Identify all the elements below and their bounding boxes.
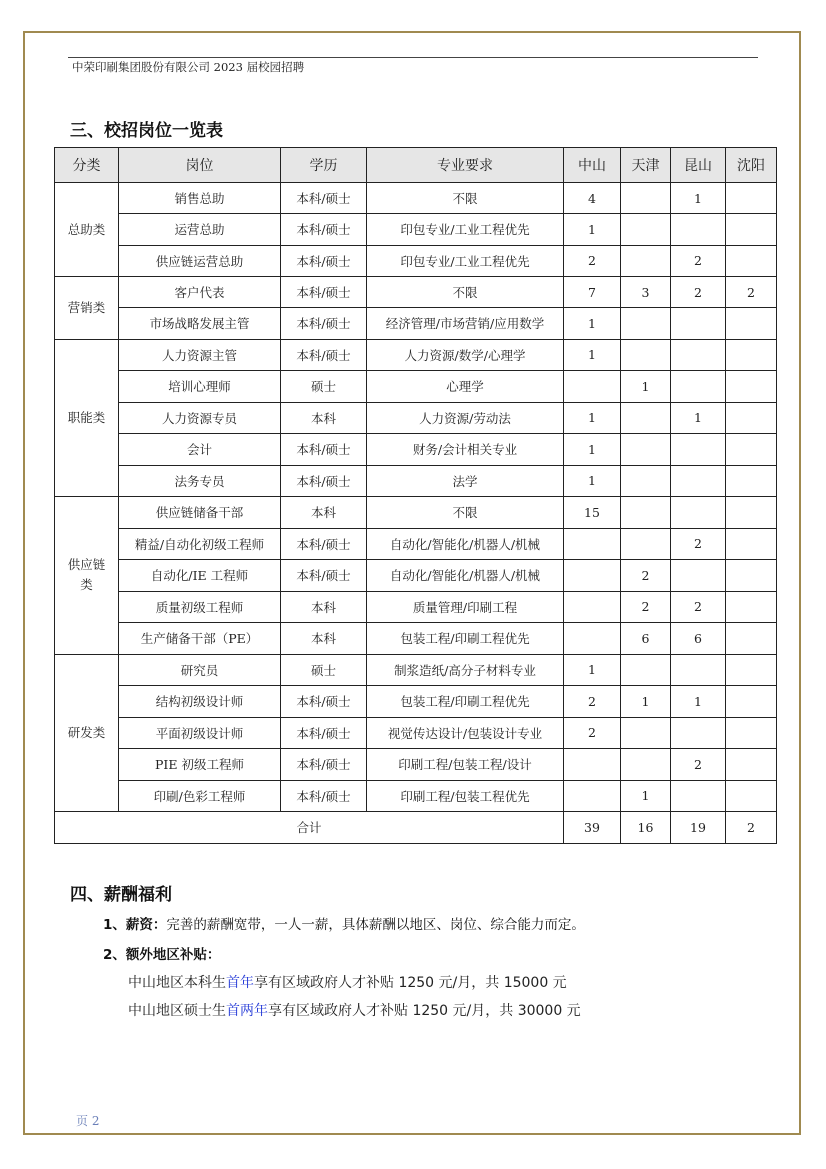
total-row	[55, 812, 777, 844]
major-cell: 印包专业/工业工程优先	[367, 214, 564, 246]
tianjin-cell	[621, 654, 671, 686]
salary-line	[103, 913, 585, 933]
subsidy-bachelor-highlight: 首年	[226, 975, 254, 991]
shenyang-cell	[726, 245, 777, 277]
kunshan-cell	[671, 339, 726, 371]
post-cell: 人力资源专员	[119, 402, 281, 434]
tianjin-cell	[621, 528, 671, 560]
post-cell: 生产储备干部（PE）	[119, 623, 281, 655]
post-cell: 市场战略发展主管	[119, 308, 281, 340]
education-cell: 本科	[281, 591, 367, 623]
subsidy-line-bachelor	[128, 972, 567, 992]
table-row	[55, 686, 777, 718]
col-header-zhongshan: 中山	[564, 148, 621, 183]
subsidy-master-pre: 中山地区硕士生	[128, 1003, 226, 1019]
table-row	[55, 591, 777, 623]
major-cell: 制浆造纸/高分子材料专业	[367, 654, 564, 686]
subsidy-master-post: 享有区域政府人才补贴 1250 元/月，共 30000 元	[268, 1003, 581, 1019]
shenyang-cell	[726, 465, 777, 497]
education-cell: 本科/硕士	[281, 717, 367, 749]
table-row	[55, 277, 777, 308]
subsidy-line-master	[128, 1000, 581, 1020]
post-cell: 运营总助	[119, 214, 281, 246]
shenyang-cell	[726, 560, 777, 592]
positions-table	[54, 147, 777, 844]
category-cell: 总助类	[55, 183, 119, 277]
table-row	[55, 245, 777, 277]
major-cell: 包装工程/印刷工程优先	[367, 623, 564, 655]
kunshan-cell	[671, 214, 726, 246]
zhongshan-cell: 4	[564, 183, 621, 214]
total-label: 合计	[55, 812, 564, 844]
tianjin-cell	[621, 434, 671, 466]
kunshan-cell	[671, 434, 726, 466]
shenyang-cell	[726, 591, 777, 623]
shenyang-cell	[726, 654, 777, 686]
table-row	[55, 214, 777, 246]
post-cell: 法务专员	[119, 465, 281, 497]
col-header-category: 分类	[55, 148, 119, 183]
post-cell: 自动化/IE 工程师	[119, 560, 281, 592]
major-cell: 不限	[367, 277, 564, 308]
shenyang-cell	[726, 497, 777, 529]
post-cell: 销售总助	[119, 183, 281, 214]
kunshan-cell	[671, 497, 726, 529]
education-cell: 本科/硕士	[281, 528, 367, 560]
salary-text: 完善的薪酬宽带，一人一薪，具体薪酬以地区、岗位、综合能力而定。	[166, 917, 585, 933]
shenyang-cell	[726, 339, 777, 371]
zhongshan-cell	[564, 591, 621, 623]
subsidy-label: 2、额外地区补贴：	[103, 947, 221, 963]
tianjin-cell	[621, 497, 671, 529]
col-header-tianjin: 天津	[621, 148, 671, 183]
kunshan-cell: 1	[671, 402, 726, 434]
education-cell: 本科/硕士	[281, 560, 367, 592]
tianjin-cell	[621, 214, 671, 246]
kunshan-cell: 2	[671, 245, 726, 277]
tianjin-cell: 2	[621, 591, 671, 623]
tianjin-cell: 1	[621, 686, 671, 718]
salary-label: 1、薪资：	[103, 917, 167, 933]
kunshan-cell	[671, 308, 726, 340]
col-header-post: 岗位	[119, 148, 281, 183]
tianjin-cell	[621, 339, 671, 371]
kunshan-cell	[671, 465, 726, 497]
shenyang-cell	[726, 528, 777, 560]
education-cell: 本科/硕士	[281, 245, 367, 277]
tianjin-cell: 1	[621, 371, 671, 403]
shenyang-cell	[726, 717, 777, 749]
kunshan-cell	[671, 654, 726, 686]
kunshan-cell: 2	[671, 591, 726, 623]
kunshan-cell	[671, 560, 726, 592]
post-cell: 精益/自动化初级工程师	[119, 528, 281, 560]
zhongshan-cell	[564, 623, 621, 655]
major-cell: 视觉传达设计/包装设计专业	[367, 717, 564, 749]
running-header: 中荣印刷集团股份有限公司 2023 届校园招聘	[72, 60, 305, 74]
kunshan-cell: 2	[671, 277, 726, 308]
tianjin-cell	[621, 402, 671, 434]
kunshan-cell	[671, 780, 726, 812]
shenyang-cell	[726, 434, 777, 466]
post-cell: 客户代表	[119, 277, 281, 308]
major-cell: 印刷工程/包装工程优先	[367, 780, 564, 812]
kunshan-cell: 1	[671, 183, 726, 214]
post-cell: 培训心理师	[119, 371, 281, 403]
table-header-row	[55, 148, 777, 183]
table-row	[55, 749, 777, 781]
header-rule	[68, 57, 758, 58]
table-row	[55, 560, 777, 592]
post-cell: PIE 初级工程师	[119, 749, 281, 781]
post-cell: 印刷/色彩工程师	[119, 780, 281, 812]
kunshan-cell: 1	[671, 686, 726, 718]
table-row	[55, 183, 777, 214]
col-header-kunshan: 昆山	[671, 148, 726, 183]
zhongshan-cell: 2	[564, 245, 621, 277]
zhongshan-cell	[564, 560, 621, 592]
col-header-education: 学历	[281, 148, 367, 183]
post-cell: 平面初级设计师	[119, 717, 281, 749]
shenyang-cell	[726, 623, 777, 655]
post-cell: 会计	[119, 434, 281, 466]
section-title-benefits: 四、薪酬福利	[70, 885, 172, 905]
major-cell: 印包专业/工业工程优先	[367, 245, 564, 277]
page-number: 页 2	[76, 1114, 100, 1128]
zhongshan-cell: 1	[564, 308, 621, 340]
subsidy-heading	[103, 943, 220, 963]
subsidy-bachelor-pre: 中山地区本科生	[128, 975, 226, 991]
major-cell: 不限	[367, 183, 564, 214]
tianjin-cell	[621, 749, 671, 781]
zhongshan-cell: 1	[564, 434, 621, 466]
table-row	[55, 465, 777, 497]
major-cell: 财务/会计相关专业	[367, 434, 564, 466]
col-header-major: 专业要求	[367, 148, 564, 183]
zhongshan-cell	[564, 371, 621, 403]
shenyang-cell: 2	[726, 277, 777, 308]
shenyang-cell	[726, 402, 777, 434]
table-row	[55, 528, 777, 560]
subsidy-master-highlight: 首两年	[226, 1003, 268, 1019]
zhongshan-cell: 1	[564, 654, 621, 686]
major-cell: 自动化/智能化/机器人/机械	[367, 560, 564, 592]
major-cell: 质量管理/印刷工程	[367, 591, 564, 623]
table-row	[55, 434, 777, 466]
post-cell: 结构初级设计师	[119, 686, 281, 718]
education-cell: 本科/硕士	[281, 308, 367, 340]
education-cell: 本科/硕士	[281, 749, 367, 781]
col-header-shenyang: 沈阳	[726, 148, 777, 183]
tianjin-cell: 1	[621, 780, 671, 812]
post-cell: 供应链运营总助	[119, 245, 281, 277]
zhongshan-cell: 1	[564, 465, 621, 497]
major-cell: 法学	[367, 465, 564, 497]
zhongshan-cell: 15	[564, 497, 621, 529]
education-cell: 硕士	[281, 371, 367, 403]
zhongshan-cell: 1	[564, 402, 621, 434]
kunshan-cell	[671, 717, 726, 749]
zhongshan-cell: 7	[564, 277, 621, 308]
major-cell: 经济管理/市场营销/应用数学	[367, 308, 564, 340]
education-cell: 硕士	[281, 654, 367, 686]
shenyang-cell	[726, 308, 777, 340]
total-shenyang: 2	[726, 812, 777, 844]
table-row	[55, 371, 777, 403]
education-cell: 本科/硕士	[281, 780, 367, 812]
tianjin-cell: 3	[621, 277, 671, 308]
education-cell: 本科/硕士	[281, 465, 367, 497]
tianjin-cell	[621, 717, 671, 749]
kunshan-cell: 6	[671, 623, 726, 655]
section-title-positions: 三、校招岗位一览表	[70, 121, 223, 141]
tianjin-cell	[621, 245, 671, 277]
education-cell: 本科/硕士	[281, 339, 367, 371]
major-cell: 人力资源/劳动法	[367, 402, 564, 434]
zhongshan-cell	[564, 749, 621, 781]
zhongshan-cell: 2	[564, 717, 621, 749]
zhongshan-cell	[564, 780, 621, 812]
major-cell: 自动化/智能化/机器人/机械	[367, 528, 564, 560]
table-row	[55, 308, 777, 340]
post-cell: 研究员	[119, 654, 281, 686]
education-cell: 本科	[281, 497, 367, 529]
post-cell: 质量初级工程师	[119, 591, 281, 623]
major-cell: 心理学	[367, 371, 564, 403]
education-cell: 本科/硕士	[281, 214, 367, 246]
table-row	[55, 654, 777, 686]
total-kunshan: 19	[671, 812, 726, 844]
education-cell: 本科/硕士	[281, 277, 367, 308]
education-cell: 本科/硕士	[281, 686, 367, 718]
tianjin-cell: 6	[621, 623, 671, 655]
table-row	[55, 623, 777, 655]
shenyang-cell	[726, 183, 777, 214]
table-row	[55, 780, 777, 812]
major-cell: 人力资源/数学/心理学	[367, 339, 564, 371]
tianjin-cell: 2	[621, 560, 671, 592]
post-cell: 供应链储备干部	[119, 497, 281, 529]
kunshan-cell	[671, 371, 726, 403]
zhongshan-cell	[564, 528, 621, 560]
education-cell: 本科	[281, 623, 367, 655]
shenyang-cell	[726, 686, 777, 718]
tianjin-cell	[621, 308, 671, 340]
major-cell: 印刷工程/包装工程/设计	[367, 749, 564, 781]
education-cell: 本科/硕士	[281, 434, 367, 466]
table-row	[55, 339, 777, 371]
education-cell: 本科/硕士	[281, 183, 367, 214]
major-cell: 不限	[367, 497, 564, 529]
shenyang-cell	[726, 371, 777, 403]
tianjin-cell	[621, 465, 671, 497]
category-cell: 职能类	[55, 339, 119, 497]
education-cell: 本科	[281, 402, 367, 434]
table-row	[55, 497, 777, 529]
shenyang-cell	[726, 749, 777, 781]
kunshan-cell: 2	[671, 528, 726, 560]
category-cell: 供应链类	[55, 497, 119, 655]
total-tianjin: 16	[621, 812, 671, 844]
shenyang-cell	[726, 780, 777, 812]
major-cell: 包装工程/印刷工程优先	[367, 686, 564, 718]
category-cell: 研发类	[55, 654, 119, 812]
zhongshan-cell: 2	[564, 686, 621, 718]
shenyang-cell	[726, 214, 777, 246]
table-row	[55, 717, 777, 749]
zhongshan-cell: 1	[564, 214, 621, 246]
category-cell: 营销类	[55, 277, 119, 340]
tianjin-cell	[621, 183, 671, 214]
zhongshan-cell: 1	[564, 339, 621, 371]
subsidy-bachelor-post: 享有区域政府人才补贴 1250 元/月，共 15000 元	[254, 975, 567, 991]
kunshan-cell: 2	[671, 749, 726, 781]
post-cell: 人力资源主管	[119, 339, 281, 371]
table-row	[55, 402, 777, 434]
total-zhongshan: 39	[564, 812, 621, 844]
